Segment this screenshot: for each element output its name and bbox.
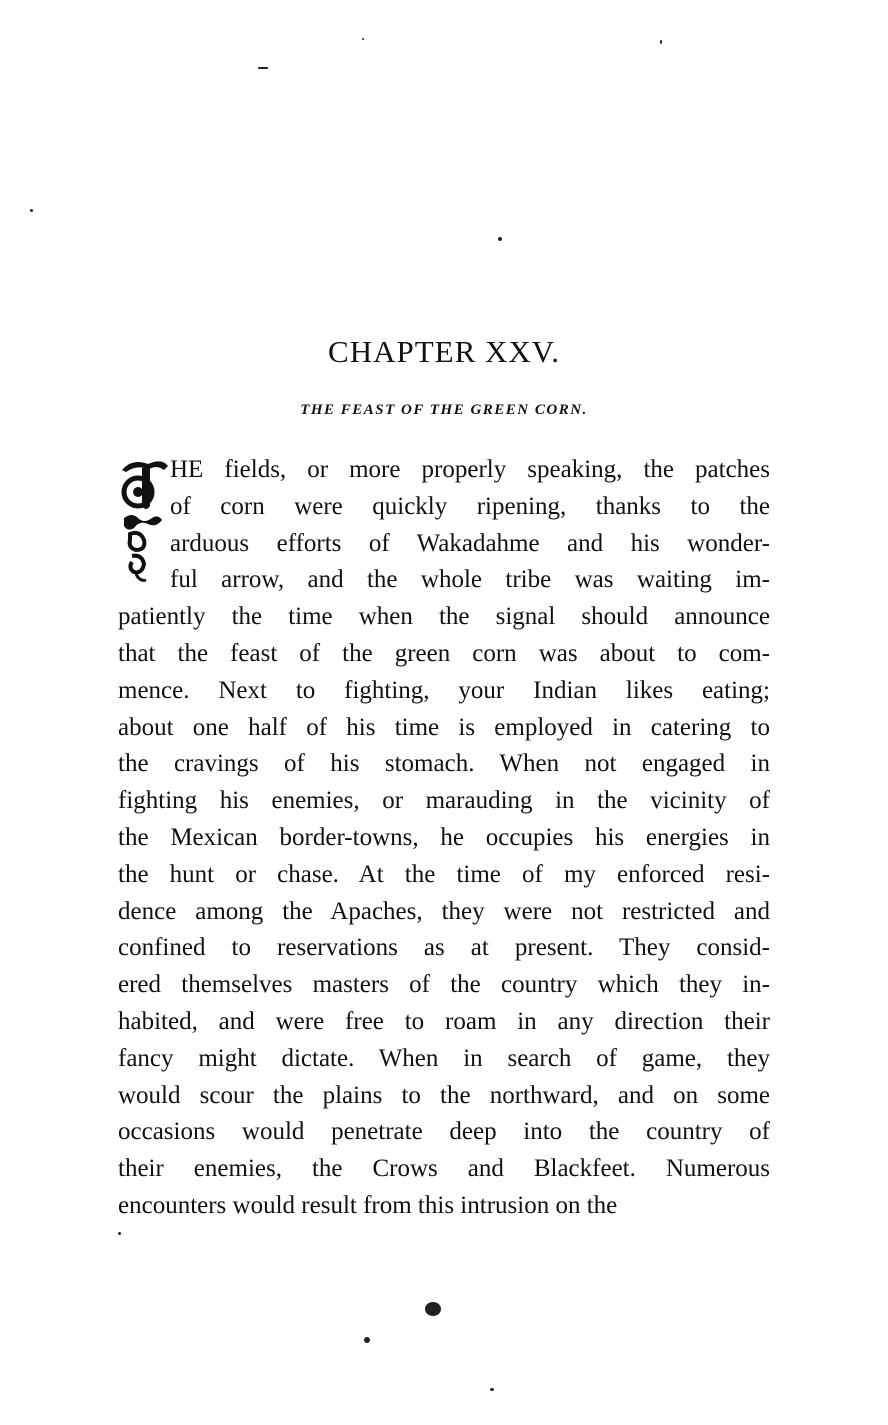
scan-speck xyxy=(364,1337,370,1343)
text-line: arduous efforts of Wakadahme and his wonder- xyxy=(170,529,770,557)
text-line: ful arrow, and the whole tribe was waiting im- xyxy=(170,566,770,594)
text-line: ered themselves masters of the country which they in- xyxy=(118,971,770,999)
scan-speck xyxy=(362,38,364,40)
text-line: the Mexican border-towns, he occupies his energies in xyxy=(118,823,770,851)
text-line: the cravings of his stomach. When not engaged in xyxy=(118,750,770,778)
text-line: of corn were quickly ripening, thanks to the xyxy=(170,492,770,520)
text-line: patiently the time when the signal should announce xyxy=(118,603,770,631)
chapter-body-text xyxy=(118,452,770,1225)
chapter-subtitle: THE FEAST OF THE GREEN CORN. xyxy=(300,402,588,418)
text-line: confined to reservations as at present. They consid- xyxy=(118,934,770,962)
scan-speck xyxy=(30,209,33,212)
text-line: fancy might dictate. When in search of game, they xyxy=(118,1044,770,1072)
scan-speck xyxy=(258,67,268,69)
text-line: occasions would penetrate deep into the country of xyxy=(118,1118,770,1146)
text-line: habited, and were free to roam in any direction their xyxy=(118,1007,770,1035)
text-line: dence among the Apaches, they were not restricted and xyxy=(118,897,770,925)
text-line: encounters would result from this intrusion on the xyxy=(118,1191,618,1219)
text-line: fighting his enemies, or marauding in the vicinity of xyxy=(118,787,770,815)
text-line: HE fields, or more properly speaking, the patches xyxy=(170,456,770,483)
text-line: would scour the plains to the northward, and on some xyxy=(118,1081,770,1109)
scan-speck xyxy=(490,1388,494,1391)
text-line: their enemies, the Crows and Blackfeet. Numerous xyxy=(118,1155,770,1183)
text-line: about one half of his time is employed in catering to xyxy=(118,713,770,741)
text-line: the hunt or chase. At the time of my enforced resi- xyxy=(118,860,770,888)
scan-speck xyxy=(660,40,662,44)
scan-speck xyxy=(118,1232,121,1235)
text-line: that the feast of the green corn was about to com- xyxy=(118,639,770,667)
text-line: mence. Next to fighting, your Indian likes eating; xyxy=(118,676,770,704)
scan-speck xyxy=(425,1302,441,1316)
chapter-title: CHAPTER XXV. xyxy=(328,334,560,369)
scan-speck xyxy=(498,237,502,241)
